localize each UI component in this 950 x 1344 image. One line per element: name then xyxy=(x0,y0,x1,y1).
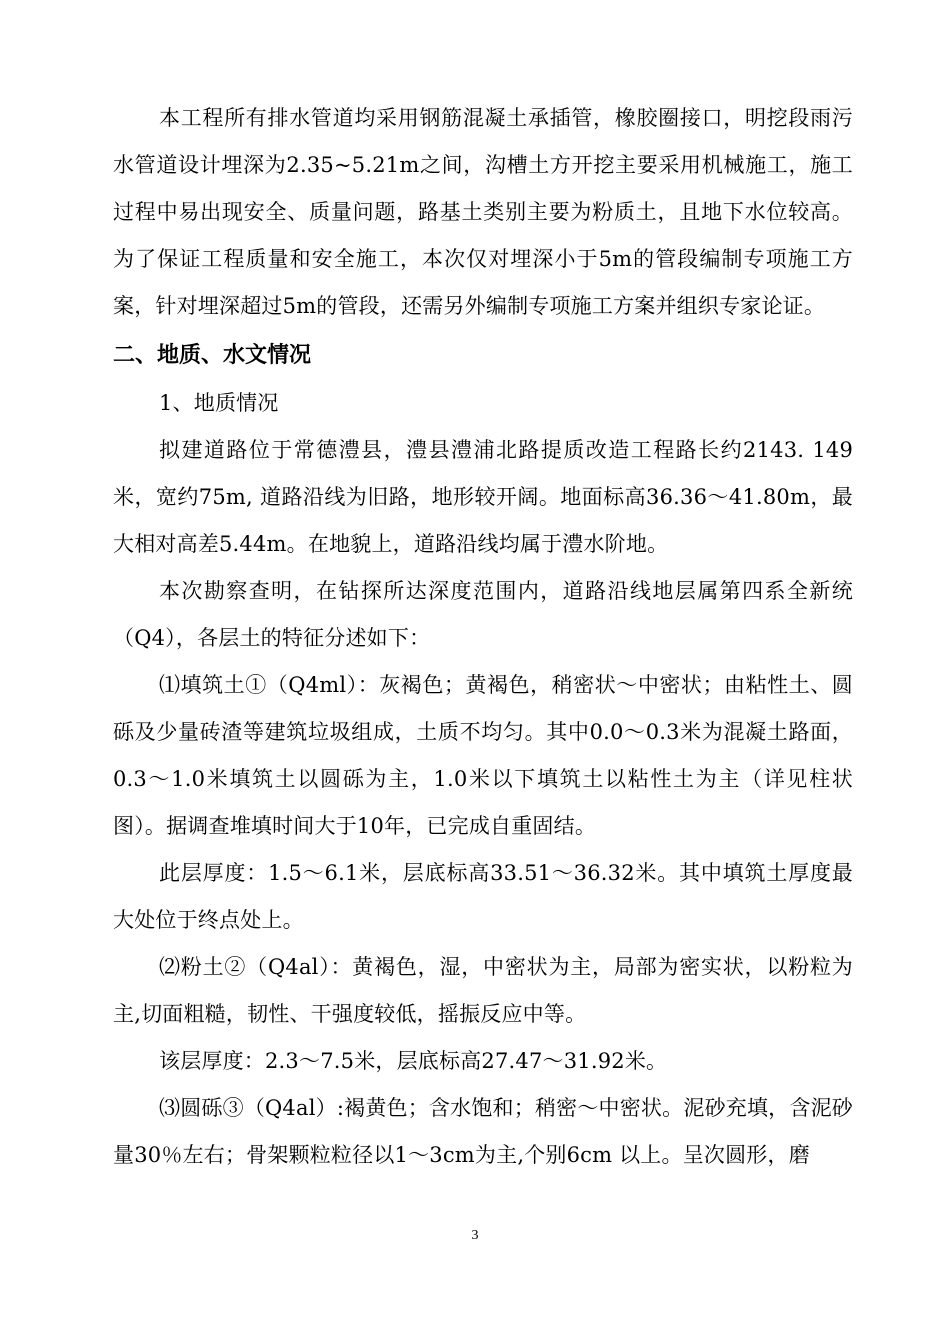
paragraph-fill-soil: ⑴填筑土①（Q4ml）：灰褐色；黄褐色，稍密状～中密状；由粘性土、圆砾及少量砖渣等建筑垃圾组成，土质不均匀。其中0.0～0.3米为混凝土路面，0.3～1.0米填筑土以圆砾为主，1.0米以下填筑土以粘性土为主（详见柱状图）。据调查堆填时间大于10年，已完成自重固结。 xyxy=(113,673,853,838)
paragraph-road-location: 拟建道路位于常德澧县，澧县澧浦北路提质改造工程路长约2143. 149米，宽约75m, 道路沿线为旧路，地形较开阔。地面标高36.36～41.80m，最大相对高差5.44m。在地貌上，道路沿线均属于澧水阶地。 xyxy=(113,438,853,556)
subsection-heading-geology: 1、地质情况 xyxy=(159,391,279,415)
paragraph-gravel: ⑶圆砾③（Q4al）:褐黄色；含水饱和；稍密～中密状。泥砂充填，含泥砂量30％左右；骨架颗粒粒径以1～3cm为主,个别6cm 以上。呈次圆形，磨 xyxy=(113,1096,853,1167)
paragraph-silt-thickness: 该层厚度：2.3～7.5米，层底标高27.47～31.92米。 xyxy=(159,1049,668,1073)
document-body xyxy=(113,95,853,1179)
paragraph-survey-findings: 本次勘察查明，在钻探所达深度范围内，道路沿线地层属第四系全新统（Q4），各层土的特征分述如下： xyxy=(113,579,853,650)
paragraph-silt: ⑵粉土②（Q4al）：黄褐色，湿，中密状为主，局部为密实状，以粉粒为主,切面粗糙，韧性、干强度较低，摇振反应中等。 xyxy=(113,955,853,1026)
paragraph-fill-soil-thickness: 此层厚度：1.5～6.1米，层底标高33.51～36.32米。其中填筑土厚度最大处位于终点处上。 xyxy=(113,861,853,932)
section-heading-geology-hydrology: 二、地质、水文情况 xyxy=(113,343,312,368)
paragraph-pipeline-overview: 本工程所有排水管道均采用钢筋混凝土承插管，橡胶圈接口，明挖段雨污水管道设计埋深为2.35~5.21m之间，沟槽土方开挖主要采用机械施工，施工过程中易出现安全、质量问题，路基土类别主要为粉质土，且地下水位较高。为了保证工程质量和安全施工，本次仅对埋深小于5m的管段编制专项施工方案，针对埋深超过5m的管段，还需另外编制专项施工方案并组织专家论证。 xyxy=(113,106,853,318)
page-number: 3 xyxy=(471,1228,479,1243)
